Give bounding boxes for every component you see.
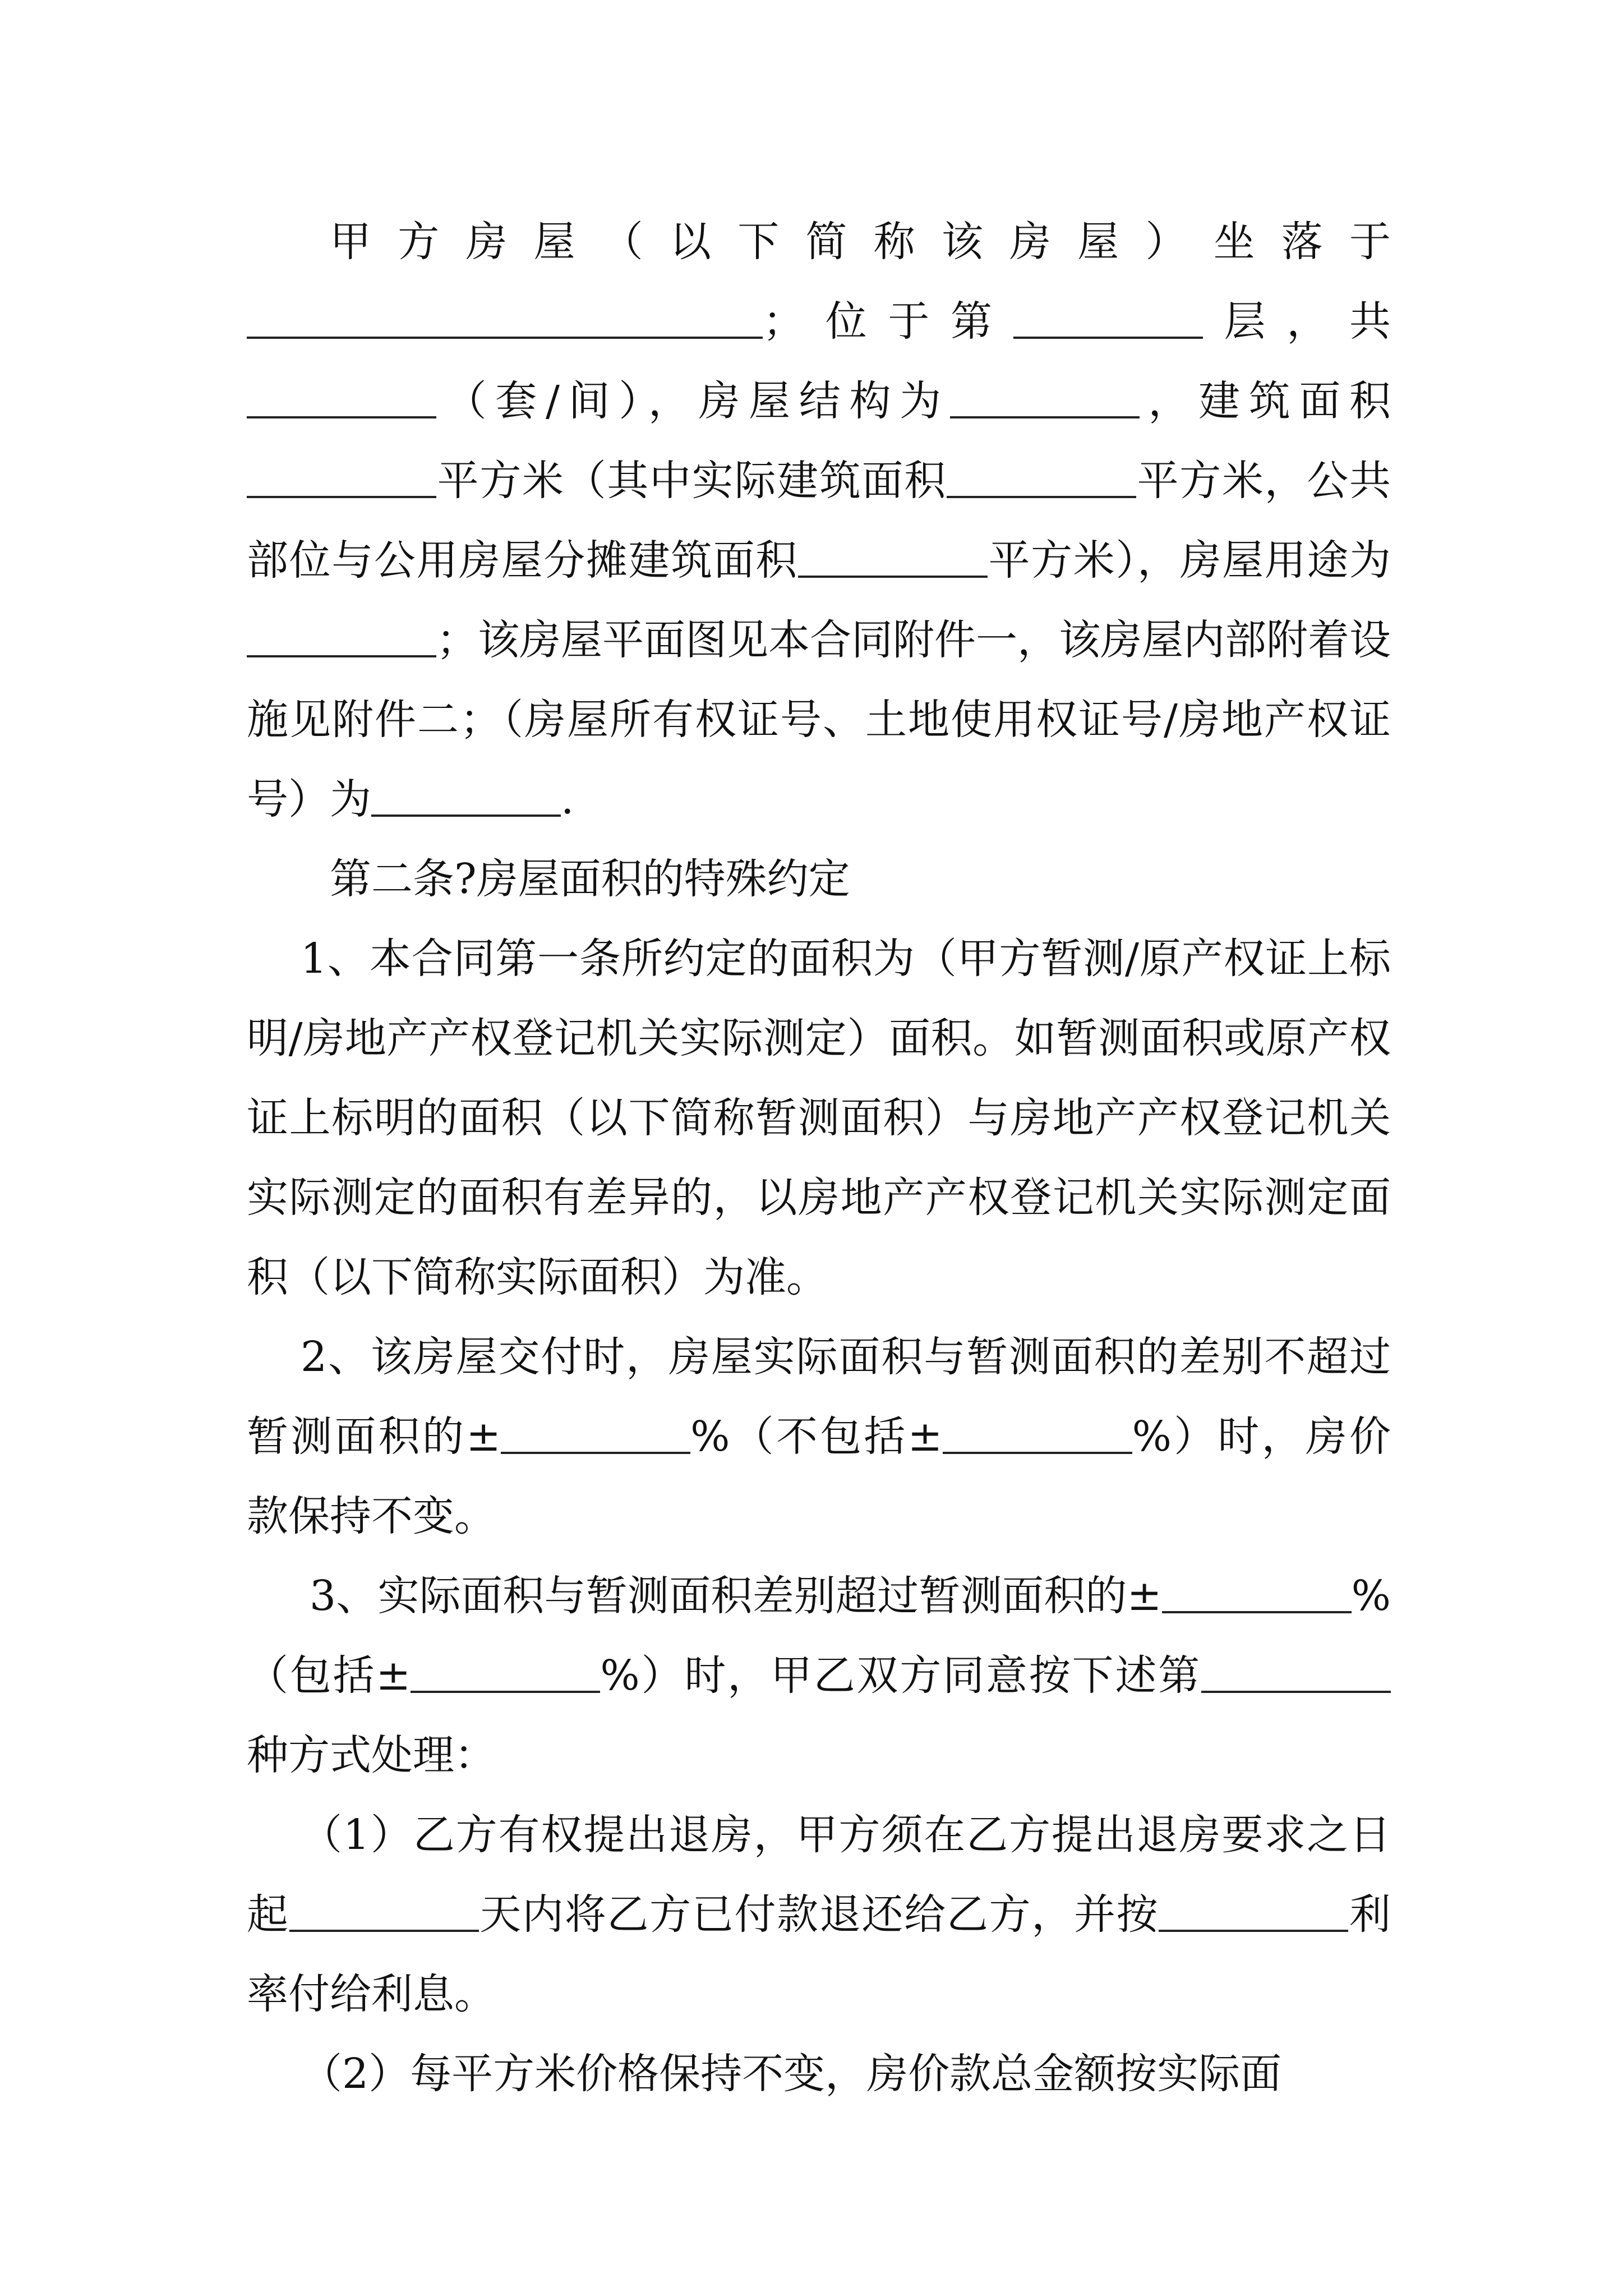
- blank-field-certificate-number[interactable]: [371, 781, 561, 817]
- text-segment: 层，共: [1202, 297, 1391, 346]
- text-segment: 种方式处理：: [247, 1731, 496, 1779]
- text-segment: 3、实际面积与暂测面积差别超过暂测面积的±: [310, 1572, 1162, 1620]
- blank-field-refund-days[interactable]: [289, 1896, 479, 1932]
- blank-field-actual-area[interactable]: [947, 462, 1136, 498]
- paragraph-option-2: （2）每平方米价格保持不变，房价款总金额按实际面: [301, 2050, 1282, 2098]
- text-segment: ；该房屋平面图见本合同附件一，该房屋内部附着设施见附件二；（房屋所有权证号、土地使用权证号/房地产权证号）为: [247, 616, 1391, 823]
- text-segment: .: [561, 775, 574, 823]
- blank-field-interest-rate[interactable]: [1159, 1896, 1348, 1932]
- text-segment: %（包括±: [247, 1572, 1391, 1700]
- text-segment: 平方米，公共部位与公用房屋分摊建筑面积: [247, 457, 1391, 585]
- text-segment: 天内将乙方已付款退还给乙方，并按: [478, 1890, 1159, 1939]
- blank-field-structure[interactable]: [950, 383, 1140, 418]
- blank-field-usage[interactable]: [247, 622, 436, 657]
- blank-field-excess-tolerance[interactable]: [1162, 1577, 1352, 1613]
- text-segment: 2、该房屋交付时，房屋实际面积与暂测面积的差别不超过暂测面积的±: [247, 1333, 1391, 1461]
- blank-field-address[interactable]: [247, 303, 763, 339]
- text-segment: 平方米（其中实际建筑面积: [436, 457, 947, 505]
- paragraph-property-description: [247, 202, 1391, 839]
- blank-field-tolerance[interactable]: [501, 1418, 690, 1454]
- text-segment: 平方米），房屋用途为: [987, 536, 1391, 585]
- text-segment: ；位于第: [763, 297, 1013, 346]
- contract-text: [247, 202, 1391, 2114]
- text-segment: %（不包括±: [690, 1412, 943, 1461]
- text-segment: 甲方房屋（以下简称该房屋）坐落于: [330, 218, 1391, 266]
- blank-field-floor[interactable]: [1013, 303, 1203, 339]
- paragraph-clause-3: [247, 1556, 1391, 1795]
- blank-field-method-number[interactable]: [1201, 1657, 1391, 1693]
- text-segment: %）时，甲乙双方同意按下述第: [600, 1651, 1201, 1700]
- paragraph-clause-1: 1、本合同第一条所约定的面积为（甲方暂测/原产权证上标明/房地产产权登记机关实际测定）面积。如暂测面积或原产权证上标明的面积（以下简称暂测面积）与房地产产权登记机关实际测定的面积有差异的，以房地产产权登记机关实际测定面积（以下简称实际面积）为准。: [247, 935, 1391, 1301]
- blank-field-tolerance-excluded[interactable]: [943, 1418, 1132, 1454]
- text-segment: （套/间），房屋结构为: [436, 377, 950, 425]
- section-heading-article-2: 第二条?房屋面积的特殊约定: [330, 855, 850, 903]
- paragraph-clause-2: [247, 1317, 1391, 1556]
- text-segment: ，建筑面积: [1139, 377, 1391, 425]
- paragraph-option-1: [247, 1795, 1391, 2034]
- text-segment: （1）乙方有权提出退房，甲方须在乙方提出退房要求之日起: [247, 1811, 1391, 1939]
- blank-field-excess-tolerance-included[interactable]: [411, 1657, 600, 1693]
- blank-field-building-area[interactable]: [247, 462, 436, 498]
- text-segment: 利率付给利息。: [247, 1890, 1391, 2018]
- text-segment: %）时，房价款保持不变。: [247, 1412, 1391, 1540]
- blank-field-shared-area[interactable]: [798, 542, 988, 578]
- blank-field-unit-count[interactable]: [247, 383, 436, 418]
